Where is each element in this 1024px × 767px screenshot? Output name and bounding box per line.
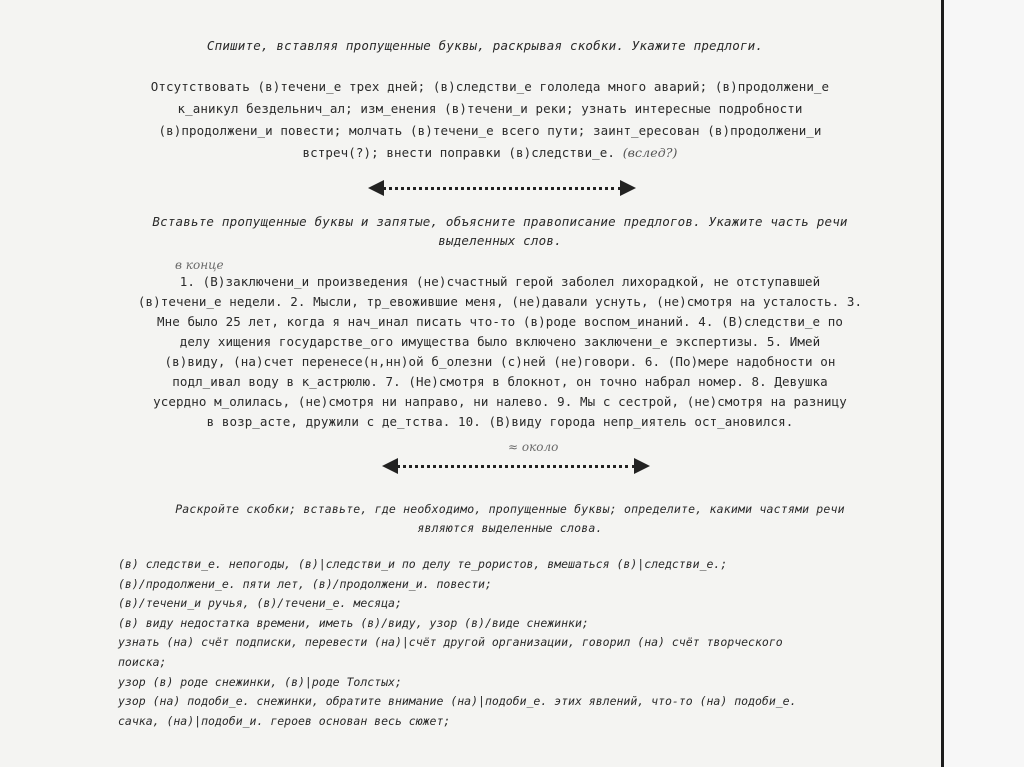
task3-line-9: сачка, (на)|подоби̲и. героев основан весь сюжет;	[118, 713, 451, 728]
task1-line-1: Отсутствовать (в)течени̲е трех дней; (в)следстви̲е гололеда много аварий; (в)продолжени̲е	[150, 79, 830, 94]
task2-line-4: делу хищения государстве_ого имущества было включено заключени̲е экспертизы. 5. Имей	[179, 334, 821, 349]
task2-line-7: усердно м̲олилась, (не)смотря ни направо, ни налево. 9. Мы с сестрой, (не)смотря на разницу	[153, 394, 847, 409]
task3-line-6: поиска;	[118, 654, 167, 669]
task2-line-1: 1. (В)заключени̲и произведения (не)счастный герой заболел лихорадкой, не отступавшей	[179, 274, 821, 289]
task3-line-3: (в)/течени̲и ручья, (в)/течени̲е. месяца;	[118, 596, 402, 611]
task3-line-2: (в)/продолжени̲е. пяти лет, (в)/продолжени̲и. повести;	[118, 576, 492, 591]
task2-note-top: в конце	[175, 258, 224, 272]
task3-line-5: узнать (на) счёт подписки, перевести (на)|счёт другой организации, говорил (на) счёт творческого	[118, 635, 783, 650]
page-edge-strip	[941, 0, 1024, 767]
task3-title-line-1: Раскройте скобки; вставьте, где необходимо, пропущенные буквы; определите, какими частями речи	[175, 502, 845, 516]
task1-text	[80, 76, 900, 164]
task1-line-3: (в)продолжени̲и повести; молчать (в)течени̲е всего пути; заинт̲ересован (в)продолжени̲и	[158, 123, 822, 138]
divider-arrow-2	[382, 456, 650, 476]
task1-line-4: встреч(?); внести поправки (в)следстви̲е.	[302, 145, 616, 160]
task3-title	[80, 500, 940, 538]
task2-line-3: Мне было 25 лет, когда я нач̲инал писать что-то (в)роде воспом̲инаний. 4. (В)следстви̲е по	[156, 314, 843, 329]
task1-title: Спишите, вставляя пропущенные буквы, раскрывая скобки. Укажите предлоги.	[206, 38, 764, 53]
task2-line-8: в возр̲асте, дружили с де̲тства. 10. (В)виду города непр̲иятель ост̲ановился.	[206, 414, 794, 429]
task2-title-line-2: выделенных слов.	[438, 233, 562, 248]
task1-handwritten-note: (вслед?)	[622, 145, 678, 160]
task2-line-2: (в)течени̲е недели. 2. Мысли, тр̲евожившие меня, (не)давали уснуть, (не)смотря на усталость. 3.	[137, 294, 863, 309]
task3-line-8: узор (на) подоби̲е. снежинки, обратите внимание (на)|подоби̲е. этих явлений, что-то (на) подоби̲е.	[118, 694, 797, 709]
task2-line-5: (в)виду, (на)счет перенесе(н,нн)ой б̲олезни (с)ней (не)говори. 6. (По)мере надобности он	[164, 354, 836, 369]
task2-title-line-1: Вставьте пропущенные буквы и запятые, объясните правописание предлогов. Укажите часть речи	[152, 214, 848, 229]
task3-line-1: (в) следстви̲е. непогоды, (в)|следстви̲и по делу те̲рористов, вмешаться (в)|следстви̲е.;	[118, 557, 728, 571]
divider-arrow-1	[368, 178, 636, 198]
task3-list	[118, 555, 898, 731]
task3-line-4: (в) виду недостатка времени, иметь (в)/виду, узор (в)/виде снежинки;	[118, 615, 589, 630]
task2-text	[70, 272, 930, 432]
task2-title	[60, 212, 940, 250]
task2-note-bottom: ≈ около	[508, 440, 559, 454]
task2-line-6: подл̲ивал воду в к̲астрюлю. 7. (Не)смотря в блокнот, он точно набрал номер. 8. Девушка	[172, 374, 828, 389]
task3-title-line-2: являются выделенные слова.	[417, 521, 603, 535]
task3-line-7: узор (в) роде снежинки, (в)|роде Толстых;	[118, 674, 402, 689]
task1-line-2: к̲аникул бездельнич̲ал; изм̲енения (в)течени̲и реки; узнать интересные подробности	[177, 101, 803, 116]
